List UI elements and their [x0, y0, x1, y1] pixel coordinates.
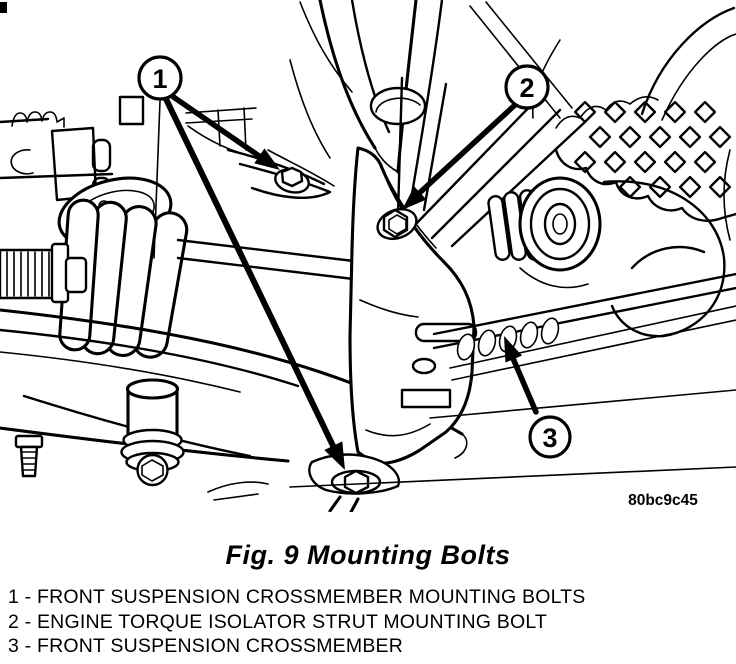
cv-joint-area — [0, 167, 362, 360]
control-arm-bushing — [122, 380, 184, 485]
callout-2-badge — [506, 66, 548, 108]
callout-3-badge — [530, 417, 570, 457]
axle-shaft — [178, 240, 362, 280]
stud-bolt — [16, 436, 42, 476]
corner-mark — [0, 2, 7, 13]
callout-2-number: 2 — [519, 73, 535, 103]
callout-1-badge — [139, 57, 181, 99]
wheel-well-curves — [632, 8, 736, 268]
figure-caption: Fig. 9 Mounting Bolts — [225, 540, 511, 570]
callout-1-number: 1 — [152, 64, 168, 94]
legend-item-1: 1 - FRONT SUSPENSION CROSSMEMBER MOUNTING BOLTS — [8, 586, 586, 608]
callout-1-arrow-short — [172, 96, 285, 177]
legend-item-3: 3 - FRONT SUSPENSION CROSSMEMBER — [8, 635, 404, 657]
part-code: 80bc9c45 — [628, 492, 698, 509]
legend-item-2: 2 - ENGINE TORQUE ISOLATOR STRUT MOUNTING BOLT — [8, 610, 548, 633]
isolator-bushing — [488, 178, 725, 336]
callout-3-number: 3 — [542, 423, 558, 453]
legend — [8, 585, 728, 659]
